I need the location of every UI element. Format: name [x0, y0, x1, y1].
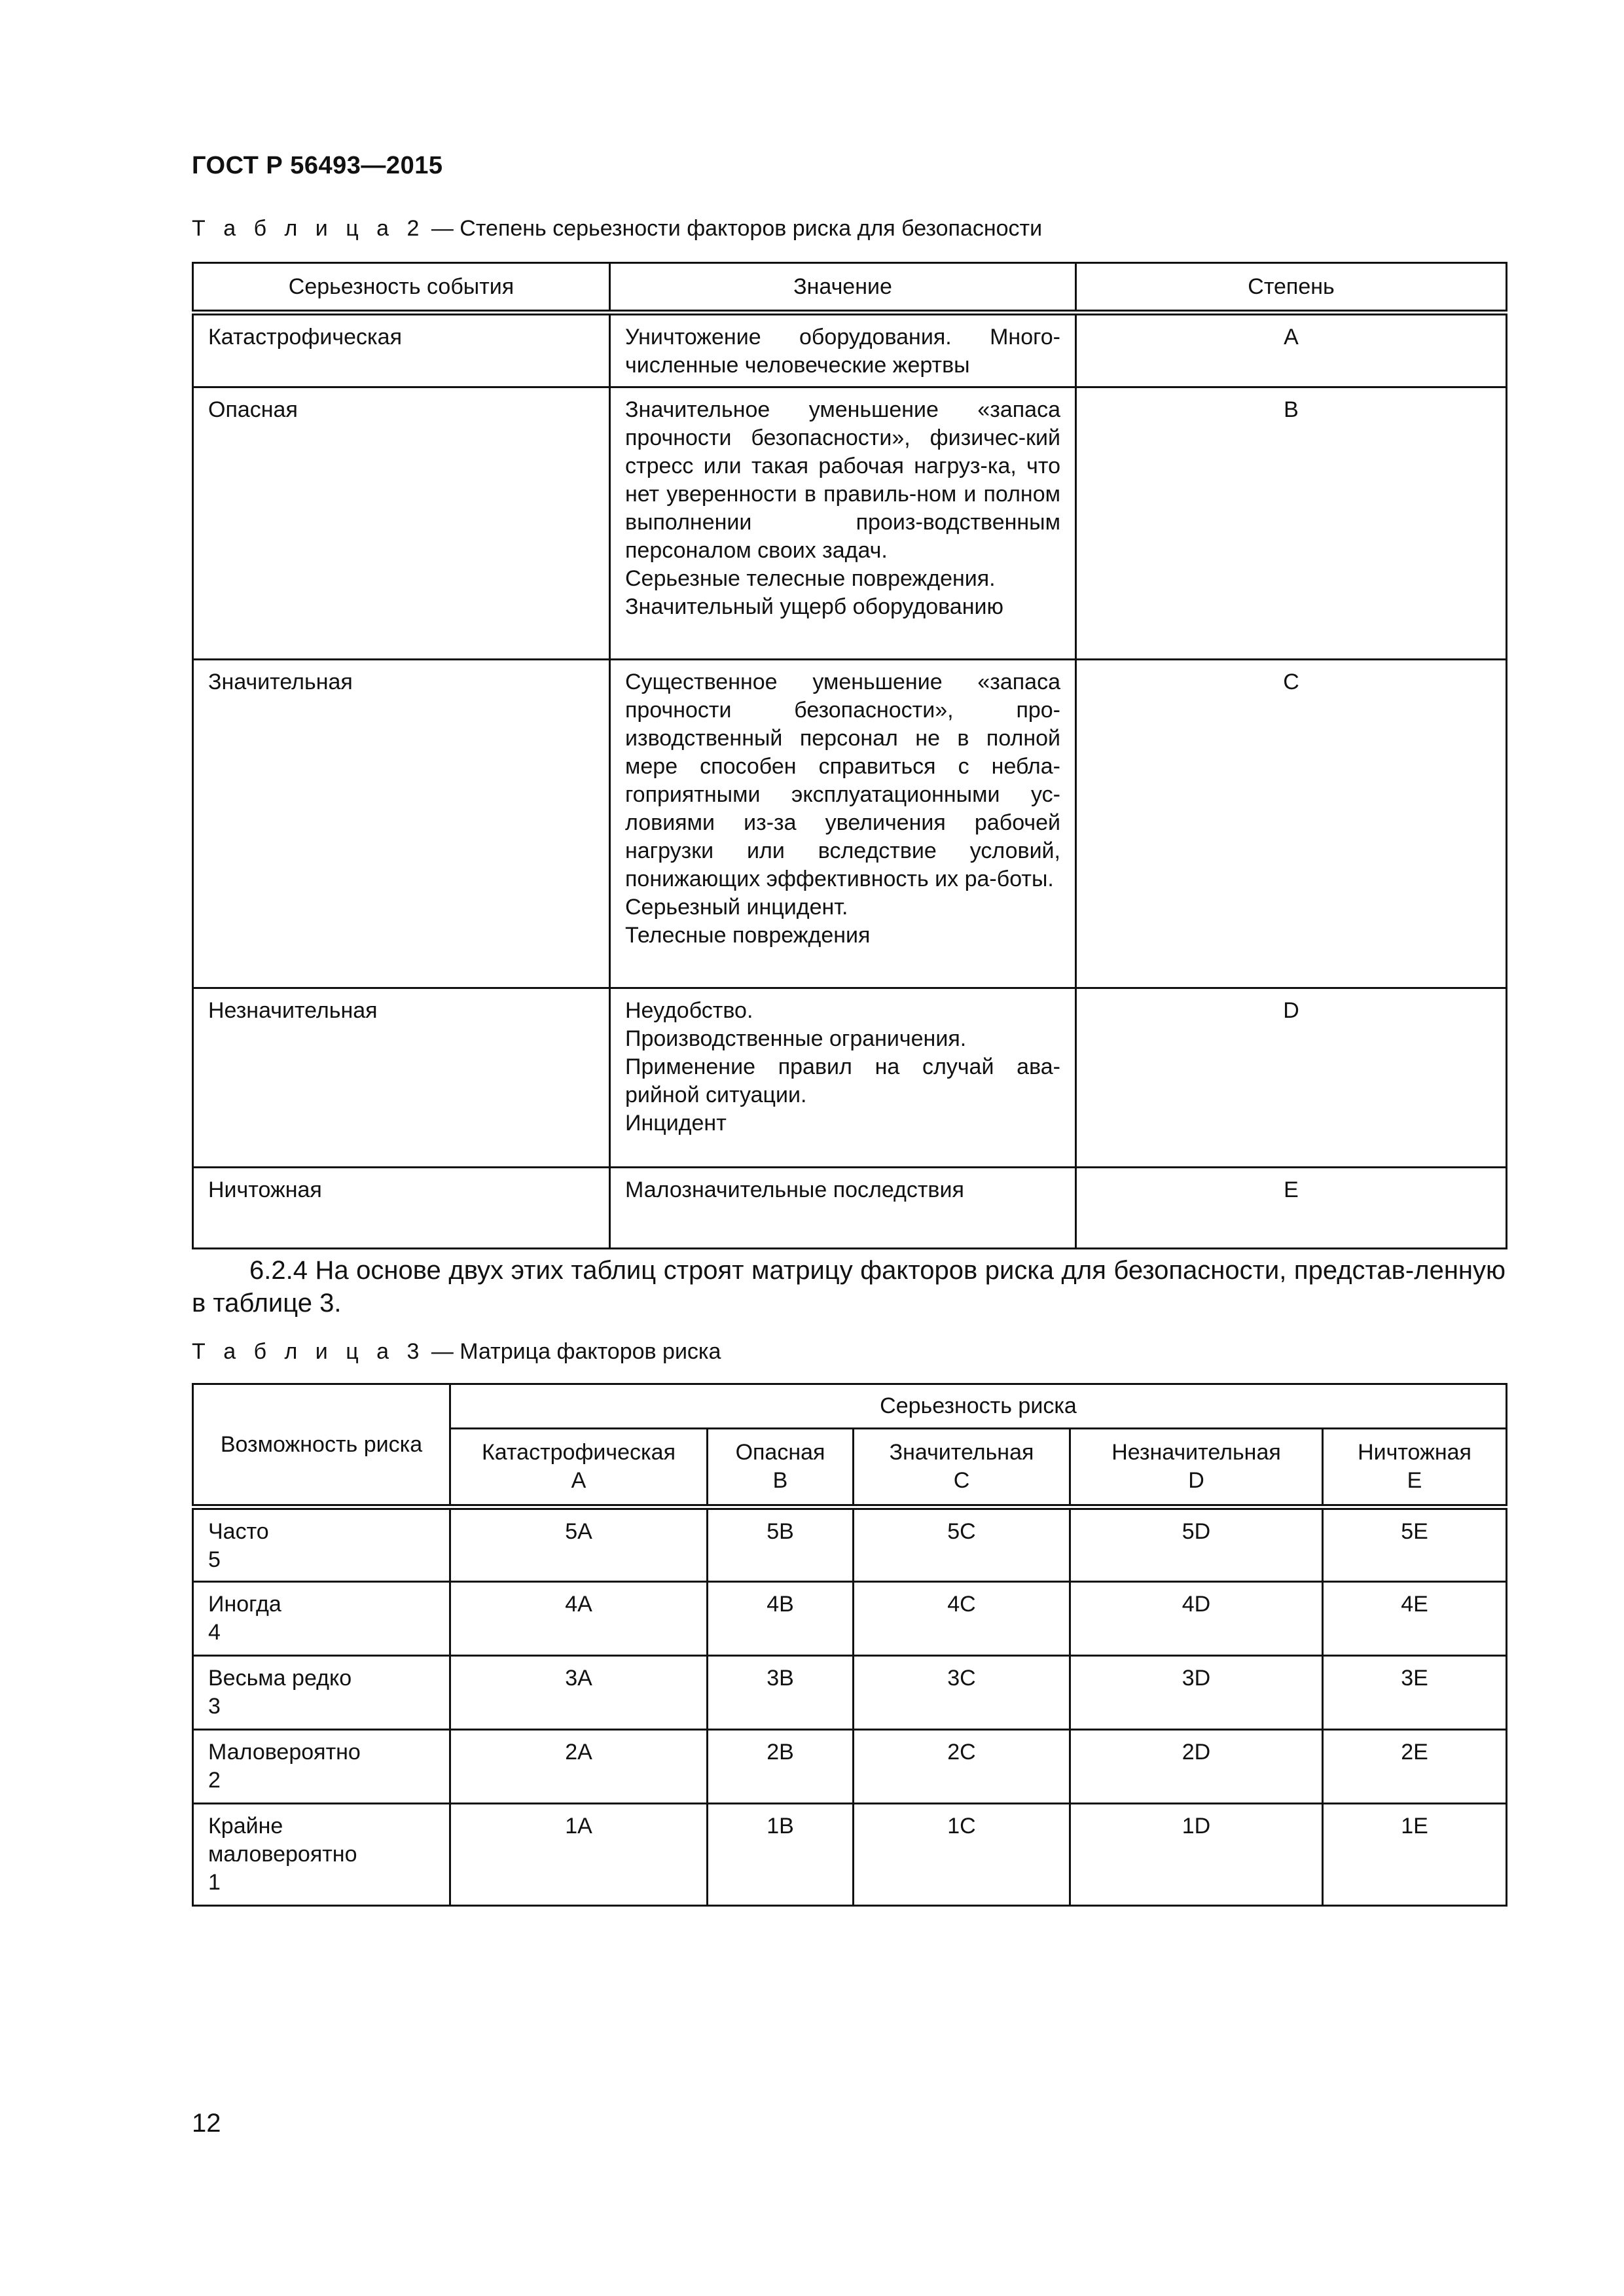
column-header: Степень	[1076, 263, 1507, 313]
matrix-cell: 3D	[1070, 1656, 1323, 1730]
matrix-cell: 2A	[450, 1730, 708, 1804]
severity-column-header	[1070, 1429, 1323, 1507]
meaning-line: Малозначительные последствия	[625, 1177, 964, 1202]
matrix-cell: 4A	[450, 1582, 708, 1656]
document-header: ГОСТ Р 56493—2015	[192, 152, 443, 179]
event-cell: Опасная	[193, 387, 610, 660]
matrix-cell: 2D	[1070, 1730, 1323, 1804]
meaning-cell	[610, 313, 1076, 387]
matrix-cell: 3A	[450, 1656, 708, 1730]
matrix-cell: 1E	[1323, 1804, 1507, 1906]
table3-caption-text: — Матрица факторов риска	[425, 1339, 721, 1364]
matrix-cell: 1B	[708, 1804, 854, 1906]
table-row	[193, 988, 1507, 1168]
possibility-header: Возможность риска	[193, 1384, 450, 1507]
column-header: Значение	[610, 263, 1076, 313]
table2-caption	[192, 216, 1042, 242]
possibility-level: 1	[208, 1870, 221, 1895]
matrix-cell: 3C	[854, 1656, 1070, 1730]
severity-code: A	[571, 1468, 586, 1493]
table3-caption-label: Т а б л и ц а 3	[192, 1339, 425, 1364]
meaning-line: Производственные ограничения.	[625, 1026, 967, 1051]
degree-cell: D	[1076, 988, 1507, 1168]
possibility-label: Маловероятно	[208, 1740, 361, 1765]
matrix-cell: 1C	[854, 1804, 1070, 1906]
severity-name: Незначительная	[1111, 1440, 1281, 1465]
matrix-cell: 3B	[708, 1656, 854, 1730]
severity-header: Серьезность риска	[450, 1384, 1507, 1429]
severity-code: C	[953, 1468, 970, 1493]
column-header: Серьезность события	[193, 263, 610, 313]
matrix-cell: 2B	[708, 1730, 854, 1804]
meaning-line: Уничтожение оборудования. Много-численные человеческие жертвы	[625, 325, 1060, 378]
possibility-level: 5	[208, 1547, 221, 1572]
meaning-line: Значительный ущерб оборудованию	[625, 594, 1003, 619]
matrix-cell: 3E	[1323, 1656, 1507, 1730]
table-row	[193, 1507, 1507, 1582]
matrix-cell: 1A	[450, 1804, 708, 1906]
meaning-line: Неудобство.	[625, 998, 753, 1023]
meaning-cell	[610, 387, 1076, 660]
page-number: 12	[192, 2109, 221, 2138]
possibility-cell	[193, 1656, 450, 1730]
severity-name: Значительная	[889, 1440, 1034, 1465]
possibility-label: Крайне маловероятно	[208, 1814, 357, 1867]
table-row	[193, 1656, 1507, 1730]
degree-cell: C	[1076, 660, 1507, 988]
possibility-cell	[193, 1804, 450, 1906]
possibility-label: Весьма редко	[208, 1666, 352, 1691]
meaning-line: Значительное уменьшение «запаса прочности безопасности», физичес-кий стресс или такая рабочая нагруз-ка, что нет уверенности в правиль-ном и полном выполнении произ-водственным персоналом своих задач.	[625, 397, 1060, 563]
matrix-cell: 2C	[854, 1730, 1070, 1804]
matrix-cell: 5A	[450, 1507, 708, 1582]
severity-name: Ничтожная	[1358, 1440, 1471, 1465]
event-cell: Ничтожная	[193, 1168, 610, 1249]
matrix-cell: 4E	[1323, 1582, 1507, 1656]
matrix-cell: 5E	[1323, 1507, 1507, 1582]
table-row	[193, 1168, 1507, 1249]
table2-caption-label: Т а б л и ц а 2	[192, 216, 425, 241]
meaning-line: Телесные повреждения	[625, 923, 871, 948]
matrix-cell: 2E	[1323, 1730, 1507, 1804]
possibility-label: Часто	[208, 1519, 269, 1544]
table-header-row	[193, 1384, 1507, 1429]
severity-table	[192, 262, 1507, 1249]
severity-name: Катастрофическая	[482, 1440, 676, 1465]
event-cell: Катастрофическая	[193, 313, 610, 387]
risk-matrix-table	[192, 1383, 1507, 1907]
matrix-cell: 4D	[1070, 1582, 1323, 1656]
matrix-cell: 5D	[1070, 1507, 1323, 1582]
body-paragraph: 6.2.4 На основе двух этих таблиц строят матрицу факторов риска для безопасности, представ-ленную в таблице 3.	[192, 1256, 1506, 1318]
table3-caption	[192, 1339, 721, 1365]
severity-code: D	[1188, 1468, 1204, 1493]
possibility-cell	[193, 1507, 450, 1582]
meaning-line: Применение правил на случай ава-рийной ситуации.	[625, 1054, 1060, 1107]
severity-column-header	[450, 1429, 708, 1507]
matrix-cell: 1D	[1070, 1804, 1323, 1906]
table-row	[193, 1582, 1507, 1656]
possibility-level: 4	[208, 1620, 221, 1645]
table-row	[193, 1730, 1507, 1804]
meaning-cell	[610, 1168, 1076, 1249]
matrix-cell: 4C	[854, 1582, 1070, 1656]
table-row	[193, 1804, 1507, 1906]
severity-column-header	[1323, 1429, 1507, 1507]
table-row	[193, 660, 1507, 988]
matrix-cell: 5C	[854, 1507, 1070, 1582]
possibility-cell	[193, 1582, 450, 1656]
table-row	[193, 313, 1507, 387]
possibility-level: 3	[208, 1694, 221, 1719]
severity-code: E	[1407, 1468, 1422, 1493]
degree-cell: E	[1076, 1168, 1507, 1249]
meaning-cell	[610, 988, 1076, 1168]
meaning-cell	[610, 660, 1076, 988]
degree-cell: B	[1076, 387, 1507, 660]
degree-cell: A	[1076, 313, 1507, 387]
table-row	[193, 387, 1507, 660]
severity-code: B	[772, 1468, 788, 1493]
possibility-level: 2	[208, 1768, 221, 1793]
table2-caption-text: — Степень серьезности факторов риска для безопасности	[425, 216, 1043, 241]
possibility-label: Иногда	[208, 1592, 281, 1617]
meaning-line: Серьезные телесные повреждения.	[625, 566, 996, 591]
possibility-cell	[193, 1730, 450, 1804]
event-cell: Значительная	[193, 660, 610, 988]
matrix-cell: 5B	[708, 1507, 854, 1582]
event-cell: Незначительная	[193, 988, 610, 1168]
meaning-line: Инцидент	[625, 1111, 727, 1136]
matrix-cell: 4B	[708, 1582, 854, 1656]
severity-column-header	[854, 1429, 1070, 1507]
meaning-line: Серьезный инцидент.	[625, 895, 848, 920]
meaning-line: Существенное уменьшение «запаса прочности безопасности», про-изводственный персонал не в полной мере способен справиться с небла-гоприятными эксплуатационными ус-ловиями из-за увеличения рабочей нагрузки или вследствие условий, понижающих эффективность их ра-боты.	[625, 670, 1060, 891]
table-header-row	[193, 263, 1507, 313]
severity-name: Опасная	[735, 1440, 825, 1465]
severity-column-header	[708, 1429, 854, 1507]
